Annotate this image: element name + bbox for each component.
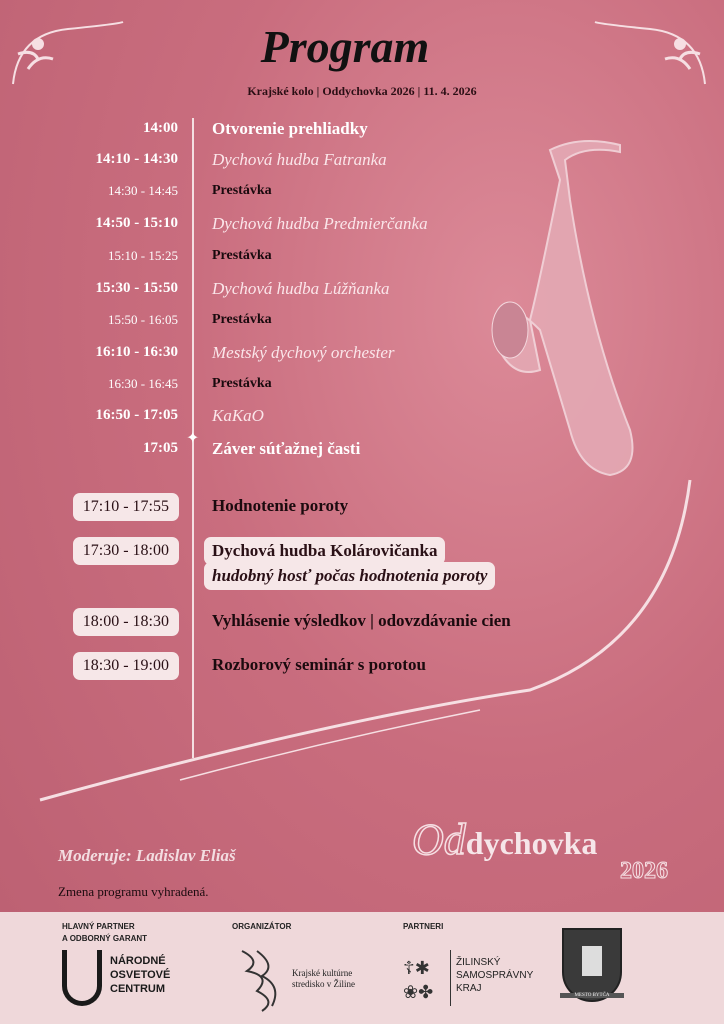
schedule-label: Prestávka xyxy=(212,248,272,263)
schedule-row xyxy=(0,341,560,365)
schedule-row xyxy=(0,148,560,172)
time-pill: 17:10 - 17:55 xyxy=(73,493,179,521)
zsk-line: KRAJ xyxy=(456,983,482,994)
main-partner-heading: HLAVNÝ PARTNER A ODBORNÝ GARANT xyxy=(62,922,148,943)
schedule-time: 16:10 - 16:30 xyxy=(95,344,178,360)
schedule-label: Prestávka xyxy=(212,312,272,327)
schedule-row xyxy=(0,178,560,202)
page-title: Program xyxy=(260,21,430,72)
schedule-time: 14:50 - 15:10 xyxy=(95,215,178,231)
evening-item-label: Hodnotenie poroty xyxy=(212,496,349,515)
schedule-time: 15:10 - 15:25 xyxy=(107,248,178,263)
evening-item-label: Rozborový seminár s porotou xyxy=(212,655,426,674)
schedule-row xyxy=(0,243,560,267)
bytca-ribbon: MESTO BYTČA xyxy=(560,993,624,998)
schedule-label: Dychová hudba Predmierčanka xyxy=(212,214,428,233)
time-pill: 18:30 - 19:00 xyxy=(73,652,179,680)
zsk-line: SAMOSPRÁVNY xyxy=(456,970,534,981)
organizer-heading: ORGANIZÁTOR xyxy=(232,922,292,931)
partners-footer xyxy=(0,912,724,1024)
schedule-label: Dychová hudba Lúžňanka xyxy=(212,279,390,298)
schedule-time: 15:30 - 15:50 xyxy=(95,280,178,296)
schedule-label: Záver súťažnej časti xyxy=(212,439,361,458)
corner-ornament-left xyxy=(8,14,128,94)
kks-logo-text xyxy=(292,968,355,990)
logo-dychovka: dychovka xyxy=(465,825,598,861)
partners-heading: PARTNERI xyxy=(403,922,444,931)
noc-line: NÁRODNÉ xyxy=(110,955,166,967)
schedule-row xyxy=(0,404,560,428)
schedule-time: 15:50 - 16:05 xyxy=(107,312,178,327)
schedule-time: 16:30 - 16:45 xyxy=(107,376,178,391)
schedule-label: Mestský dychový orchester xyxy=(212,343,395,362)
kks-line: stredisko v Žiline xyxy=(292,979,355,989)
noc-logo-text xyxy=(110,954,170,996)
schedule-row xyxy=(0,277,560,301)
schedule-row xyxy=(0,371,560,395)
schedule-row xyxy=(0,437,560,461)
logo-od: Od xyxy=(412,815,466,864)
sparkle-icon: ✦ xyxy=(186,430,200,447)
program-note: Zmena programu vyhradená. xyxy=(58,884,209,899)
schedule-label: Otvorenie prehliadky xyxy=(212,119,368,138)
schedule-time: 16:50 - 17:05 xyxy=(95,407,178,423)
time-pill: 18:00 - 18:30 xyxy=(73,608,179,636)
schedule-label: Prestávka xyxy=(212,376,272,391)
schedule-label: Prestávka xyxy=(212,183,272,198)
subtitle: Krajské kolo | Oddychovka 2026 | 11. 4. 2026 xyxy=(247,84,477,98)
schedule-label: Dychová hudba Fatranka xyxy=(212,150,387,169)
zsk-line: ŽILINSKÝ xyxy=(456,957,501,968)
zsk-divider xyxy=(450,950,451,1006)
noc-logo-mark xyxy=(62,950,102,1006)
schedule-row xyxy=(0,212,560,236)
noc-line: OSVETOVÉ xyxy=(110,969,171,981)
logo-year: 2026 xyxy=(620,858,668,884)
evening-item-label: Dychová hudba Kolárovičanka xyxy=(204,537,445,565)
zsk-logo-text xyxy=(456,956,533,995)
time-pill: 17:30 - 18:00 xyxy=(73,537,179,565)
corner-ornament-right xyxy=(590,14,710,94)
moderator: Moderuje: Ladislav Eliaš xyxy=(58,846,236,865)
evening-item-sublabel: hudobný hosť počas hodnotenia poroty xyxy=(204,562,495,590)
kks-line: Krajské kultúrne xyxy=(292,968,353,978)
castle-icon xyxy=(582,946,602,976)
bytca-coat-of-arms xyxy=(562,928,622,1002)
schedule-row xyxy=(0,117,560,141)
schedule-time: 14:30 - 14:45 xyxy=(107,183,178,198)
evening-item-label: Vyhlásenie výsledkov | odovzdávanie cien xyxy=(212,611,511,630)
schedule-time: 14:00 xyxy=(143,120,178,136)
schedule-time: 17:05 xyxy=(143,440,178,456)
schedule-label: KaKaO xyxy=(212,406,264,425)
schedule-time: 14:10 - 14:30 xyxy=(95,151,178,167)
schedule-row xyxy=(0,307,560,331)
kks-logo-mark xyxy=(232,946,282,1016)
zsk-coat-of-arms-icon: ☦✱ ❀✤ xyxy=(403,958,434,1002)
noc-line: CENTRUM xyxy=(110,983,165,995)
